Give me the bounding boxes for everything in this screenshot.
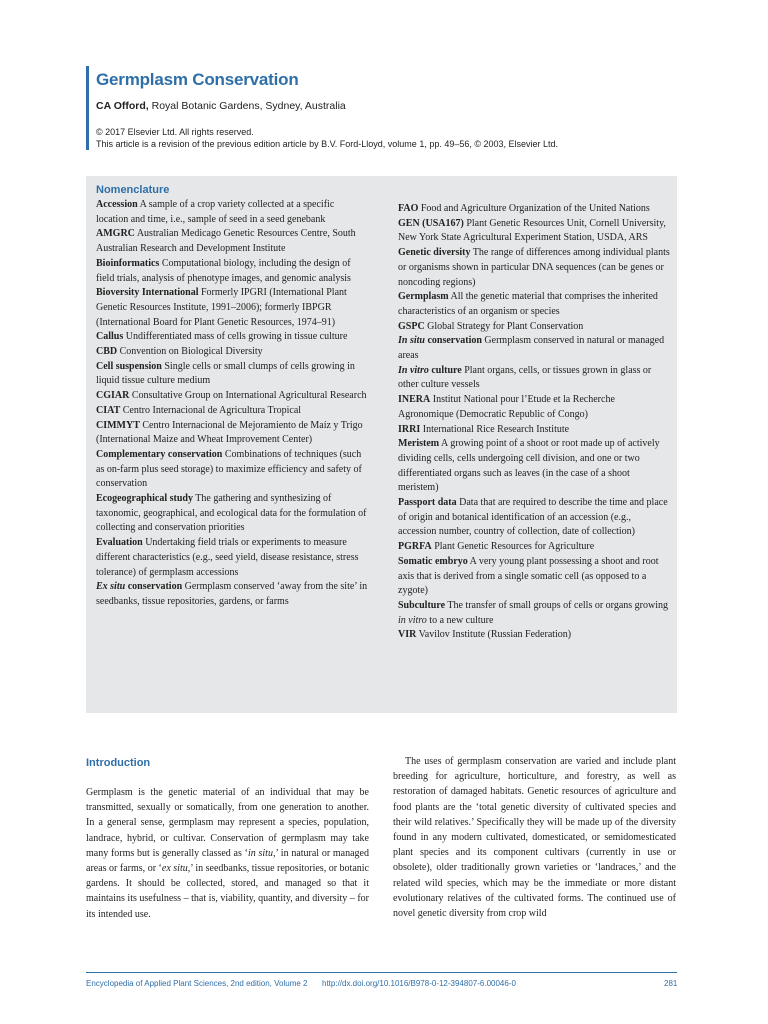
definition-tail: to a new culture bbox=[426, 614, 494, 626]
nomenclature-box bbox=[86, 176, 677, 713]
nomenclature-entry bbox=[96, 360, 368, 389]
term-text: conservation bbox=[424, 335, 482, 347]
nomenclature-definition: Combinations of techniques (such as on-farm plus seed storage) to maximize efficiency and safety of conservation bbox=[96, 448, 362, 490]
nomenclature-definition: Germplasm conserved in natural or managed areas bbox=[398, 335, 665, 362]
nomenclature-entry bbox=[398, 320, 670, 335]
nomenclature-term bbox=[96, 361, 162, 372]
nomenclature-definition: Data that are required to describe the time and place of origin and botanical identification of an accession (e.g., accession number, country of collection, date of collection) bbox=[398, 497, 668, 538]
nomenclature-definition: The gathering and synthesizing of taxonomic, geographical, and ecological data for the formulation of collecting and conservation priorities bbox=[96, 493, 367, 534]
nomenclature-entry bbox=[96, 419, 368, 448]
nomenclature-entry bbox=[398, 334, 670, 363]
term-italic: In situ bbox=[398, 335, 425, 347]
nomenclature-definition: A very young plant possessing a shoot and root axis that is derived from a single somatic cell (as opposed to a zygote) bbox=[398, 555, 659, 597]
term-text: INERA bbox=[398, 394, 431, 406]
term-text: culture bbox=[428, 364, 462, 376]
nomenclature-definition: The range of differences among individual plants or organisms shown in particular DNA sequences (can be genes or noncoding regions) bbox=[398, 247, 670, 288]
nomenclature-entry bbox=[96, 404, 368, 419]
nomenclature-term bbox=[96, 346, 117, 357]
nomenclature-definition: Consultative Group on International Agricultural Research bbox=[129, 390, 367, 402]
nomenclature-term bbox=[398, 424, 420, 435]
text-run: Germplasm is the genetic material of an individual that may be transmitted, sexually or somatically, from one generation to another. In a general sense, germplasm may represent a species, population, landrace, hybrid, or cultivar. Conservation of germplasm may take many forms but is generally classed as ‘ bbox=[86, 787, 369, 859]
nomenclature-entry bbox=[398, 217, 670, 246]
nomenclature-entry bbox=[96, 330, 368, 345]
nomenclature-term bbox=[96, 405, 120, 416]
introduction-paragraph-1 bbox=[86, 785, 369, 922]
term-text: Subculture bbox=[398, 599, 446, 611]
term-text: Ecogeographical study bbox=[96, 493, 193, 505]
nomenclature-term bbox=[96, 199, 138, 210]
nomenclature-term bbox=[96, 420, 140, 431]
footer-source: Encyclopedia of Applied Plant Sciences, 2nd edition, Volume 2 bbox=[86, 979, 308, 988]
term-text: CGIAR bbox=[96, 390, 130, 402]
nomenclature-entry bbox=[398, 540, 670, 555]
nomenclature-term bbox=[96, 537, 143, 548]
nomenclature-term bbox=[398, 203, 418, 214]
term-text: PGRFA bbox=[398, 541, 432, 553]
footer-doi-link[interactable]: http://dx.doi.org/10.1016/B978-0-12-394807-6.00046-0 bbox=[322, 979, 516, 988]
term-italic: Ex situ bbox=[96, 581, 126, 593]
nomenclature-entry bbox=[398, 290, 670, 319]
nomenclature-entry bbox=[96, 448, 368, 492]
nomenclature-entry bbox=[398, 423, 670, 438]
nomenclature-definition: Australian Medicago Genetic Resources Centre, South Australian Research and Development Institute bbox=[96, 228, 356, 255]
nomenclature-entry bbox=[398, 364, 670, 393]
title-block bbox=[86, 66, 696, 150]
nomenclature-heading: Nomenclature bbox=[96, 184, 170, 196]
nomenclature-term bbox=[398, 335, 482, 346]
nomenclature-term bbox=[96, 258, 159, 269]
nomenclature-definition: The transfer of small groups of cells or organs growing bbox=[445, 599, 668, 611]
nomenclature-definition: Undertaking field trials or experiments to measure different characteristics (e.g., seed yield, disease resistance, stress tolerance) of germplasm accessions bbox=[96, 537, 359, 578]
nomenclature-definition: Plant organs, cells, or tissues grown in glass or other culture vessels bbox=[398, 364, 652, 391]
nomenclature-term bbox=[398, 321, 425, 332]
nomenclature-term bbox=[398, 291, 449, 302]
italic-run: in situ, bbox=[247, 847, 276, 859]
term-text: Bioversity International bbox=[96, 287, 199, 299]
nomenclature-entry bbox=[96, 198, 368, 227]
nomenclature-entry bbox=[96, 580, 368, 609]
nomenclature-definition: A sample of a crop variety collected at a specific location and time, i.e., sample of seed in a seed genebank bbox=[96, 199, 335, 225]
term-text: Accession bbox=[96, 199, 138, 210]
nomenclature-definition: All the genetic material that comprises the inherited characteristics of an organism or species bbox=[398, 291, 658, 317]
term-text: CIAT bbox=[96, 404, 121, 416]
nomenclature-definition: Centro Internacional de Mejoramiento de Maíz y Trigo (International Maize and Wheat Improvement Center) bbox=[96, 419, 363, 446]
nomenclature-definition: Formerly IPGRI (International Plant Genetic Resources Institute, 1991–2006); formerly IBPGR (International Board for Plant Genetic Resources, 1974–91) bbox=[96, 287, 347, 328]
nomenclature-entry bbox=[96, 286, 368, 330]
nomenclature-entry bbox=[96, 227, 368, 256]
nomenclature-right-column bbox=[398, 202, 670, 643]
nomenclature-term bbox=[398, 218, 464, 229]
nomenclature-term bbox=[398, 556, 468, 567]
nomenclature-term bbox=[96, 581, 182, 592]
nomenclature-term bbox=[398, 247, 470, 258]
term-text: Bioinformatics bbox=[96, 257, 160, 269]
nomenclature-entry bbox=[398, 628, 670, 643]
text-run: ’ in seedbanks, tissue repositories, or botanic gardens. It should be collected, stored, and managed so that it maintains its usefulness – that is, viability, quantity, and diversity – for its intended use. bbox=[86, 863, 369, 920]
nomenclature-definition: Global Strategy for Plant Conservation bbox=[424, 320, 584, 332]
introduction-paragraph-2: The uses of germplasm conservation are varied and include plant breeding for agriculture, horticulture, and forestry, as well as restoration of damaged habitats. Genetic resources of agriculture and food plants are the ‘total genetic diversity of cultivated species and their wild relatives.’ Specifically they will be made up of the diversity found in any modern cultivated, domesticated, or semidomesticated plant species and its component cultivars (currently in use or obsolete), older traditionally grown varieties or ‘landraces,’ and the related wild species, which may be the immediate or more distant evolutionary relatives of the cultivated forms. The continued use of novel genetic diversity from crop wild bbox=[393, 756, 676, 920]
nomenclature-term bbox=[398, 541, 432, 552]
nomenclature-entry bbox=[96, 492, 368, 536]
text-run: ’ in natural or managed areas or farms, or ‘ bbox=[86, 847, 369, 875]
nomenclature-definition: Computational biology, including the design of field trials, analysis of phenotype images, and genomic analysis bbox=[96, 257, 351, 284]
nomenclature-definition: Institut National pour l’Etude et la Recherche Agronomique (Democratic Republic of Congo) bbox=[398, 394, 615, 420]
author-line bbox=[96, 100, 696, 112]
nomenclature-definition: Centro Internacional de Agricultura Tropical bbox=[120, 404, 302, 416]
nomenclature-entry bbox=[96, 536, 368, 580]
nomenclature-entry bbox=[96, 389, 368, 404]
nomenclature-entry bbox=[398, 246, 670, 290]
term-text: IRRI bbox=[398, 423, 421, 435]
nomenclature-entry bbox=[398, 599, 670, 628]
term-text: GSPC bbox=[398, 320, 425, 332]
nomenclature-term bbox=[398, 438, 439, 449]
article-title: Germplasm Conservation bbox=[96, 70, 299, 89]
nomenclature-definition: Undifferentiated mass of cells growing in tissue culture bbox=[123, 331, 348, 343]
nomenclature-definition: Convention on Biological Diversity bbox=[117, 346, 263, 358]
term-text: Somatic embryo bbox=[398, 555, 468, 567]
nomenclature-term bbox=[398, 629, 416, 640]
introduction-heading: Introduction bbox=[86, 757, 151, 769]
nomenclature-definition: Plant Genetic Resources for Agriculture bbox=[431, 541, 595, 553]
nomenclature-term bbox=[96, 228, 135, 239]
copyright-line: © 2017 Elsevier Ltd. All rights reserved. bbox=[96, 127, 254, 137]
nomenclature-term bbox=[96, 449, 222, 460]
nomenclature-term bbox=[96, 390, 129, 401]
term-text: VIR bbox=[398, 629, 417, 641]
nomenclature-entry bbox=[96, 257, 368, 286]
term-text: CBD bbox=[96, 346, 118, 358]
footer-page-number: 281 bbox=[664, 979, 678, 988]
nomenclature-definition: Vavilov Institute (Russian Federation) bbox=[416, 629, 572, 641]
nomenclature-term bbox=[96, 287, 199, 298]
nomenclature-entry bbox=[398, 393, 670, 422]
term-italic: In vitro bbox=[398, 364, 429, 376]
italic-run: ex situ, bbox=[161, 863, 191, 875]
nomenclature-definition: Germplasm conserved ‘away from the site’ in seedbanks, tissue repositories, gardens, or farms bbox=[96, 581, 368, 607]
term-text: Meristem bbox=[398, 438, 440, 450]
term-text: Genetic diversity bbox=[398, 247, 471, 259]
nomenclature-entry bbox=[398, 555, 670, 599]
term-text: Complementary conservation bbox=[96, 448, 223, 460]
term-text: Germplasm bbox=[398, 291, 449, 303]
nomenclature-definition: Single cells or small clumps of cells growing in liquid tissue culture medium bbox=[96, 360, 355, 387]
term-text: GEN (USA167) bbox=[398, 217, 464, 229]
nomenclature-term bbox=[398, 394, 430, 405]
nomenclature-definition: Food and Agriculture Organization of the United Nations bbox=[418, 203, 650, 214]
term-text: Cell suspension bbox=[96, 360, 162, 372]
definition-italic: in vitro bbox=[398, 614, 427, 626]
nomenclature-left-column bbox=[96, 198, 368, 610]
nomenclature-entry bbox=[96, 345, 368, 360]
term-text: FAO bbox=[398, 203, 419, 214]
footer-divider bbox=[86, 972, 677, 973]
nomenclature-entry bbox=[398, 437, 670, 496]
term-text: Passport data bbox=[398, 497, 457, 509]
nomenclature-term bbox=[398, 497, 457, 508]
nomenclature-definition: A growing point of a shoot or root made up of actively dividing cells, cells undergoing cell division, and one or two differentiated organs such as leaves (in the case of a shoot meristem) bbox=[398, 438, 660, 494]
nomenclature-term bbox=[96, 331, 123, 342]
nomenclature-definition: Plant Genetic Resources Unit, Cornell University, New York State Agricultural Experiment Station, USDA, ARS bbox=[398, 217, 666, 244]
author-name: CA Offord, bbox=[96, 100, 149, 112]
nomenclature-term bbox=[398, 600, 445, 611]
nomenclature-definition: International Rice Research Institute bbox=[420, 423, 570, 435]
term-text: Evaluation bbox=[96, 537, 143, 549]
nomenclature-term bbox=[96, 493, 193, 504]
revision-note: This article is a revision of the previous edition article by B.V. Ford-Lloyd, volume 1, pp. 49–56, © 2003, Elsevier Ltd. bbox=[96, 139, 559, 149]
nomenclature-term bbox=[398, 365, 462, 376]
term-text: conservation bbox=[125, 581, 183, 593]
author-affiliation: Royal Botanic Gardens, Sydney, Australia bbox=[148, 100, 346, 112]
nomenclature-entry bbox=[398, 496, 670, 540]
term-text: Callus bbox=[96, 331, 124, 343]
term-text: CIMMYT bbox=[96, 419, 140, 431]
term-text: AMGRC bbox=[96, 228, 135, 240]
nomenclature-entry bbox=[398, 202, 670, 217]
